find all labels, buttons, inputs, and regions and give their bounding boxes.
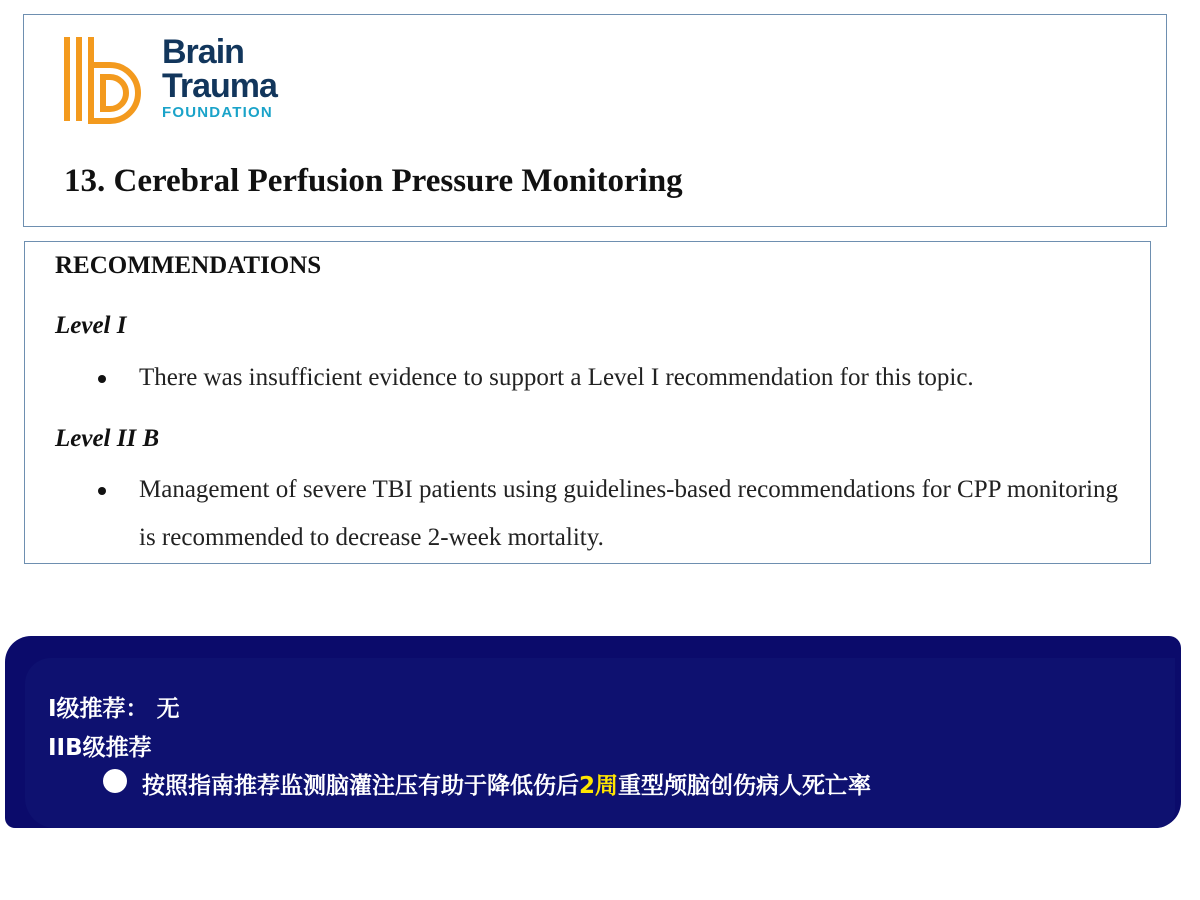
summary-bullet-text: 按照指南推荐监测脑灌注压有助于降低伤后 [142, 773, 579, 799]
recommendations-heading: RECOMMENDATIONS [55, 252, 322, 279]
level-1-bullet: There was insufficient evidence to support a Level I recommendation for this topic. [139, 364, 974, 391]
bullet-icon [98, 375, 106, 383]
level-2b-bullet: Management of severe TBI patients using guidelines-based recommendations for CPP monitoring is recommended to decrease 2-week mortality. [139, 476, 1118, 551]
page-title: 13. Cerebral Perfusion Pressure Monitoring [64, 163, 683, 199]
summary-level-1: I级推荐： 无 [48, 696, 180, 722]
summary-bullet-text-end: 重型颅脑创伤病人死亡率 [618, 773, 872, 799]
bullet-icon [103, 769, 127, 793]
btf-logo-mark-icon [62, 35, 144, 125]
logo-text-trauma: Trauma [162, 67, 277, 105]
header-panel [23, 14, 1167, 227]
recommendations-panel [24, 241, 1151, 564]
summary-bullet [142, 767, 871, 800]
bullet-icon [98, 487, 106, 495]
logo-text-foundation: FOUNDATION [162, 104, 273, 121]
level-1-heading: Level I [55, 312, 127, 339]
logo-wordmark [162, 35, 277, 121]
banner-inner-panel [25, 658, 1175, 828]
summary-highlight: 2周 [579, 773, 619, 799]
logo-text-brain: Brain [162, 33, 244, 71]
summary-level-2b: IIB级推荐 [48, 735, 152, 761]
level-2b-heading: Level II B [55, 425, 160, 452]
brain-trauma-foundation-logo [62, 35, 312, 125]
